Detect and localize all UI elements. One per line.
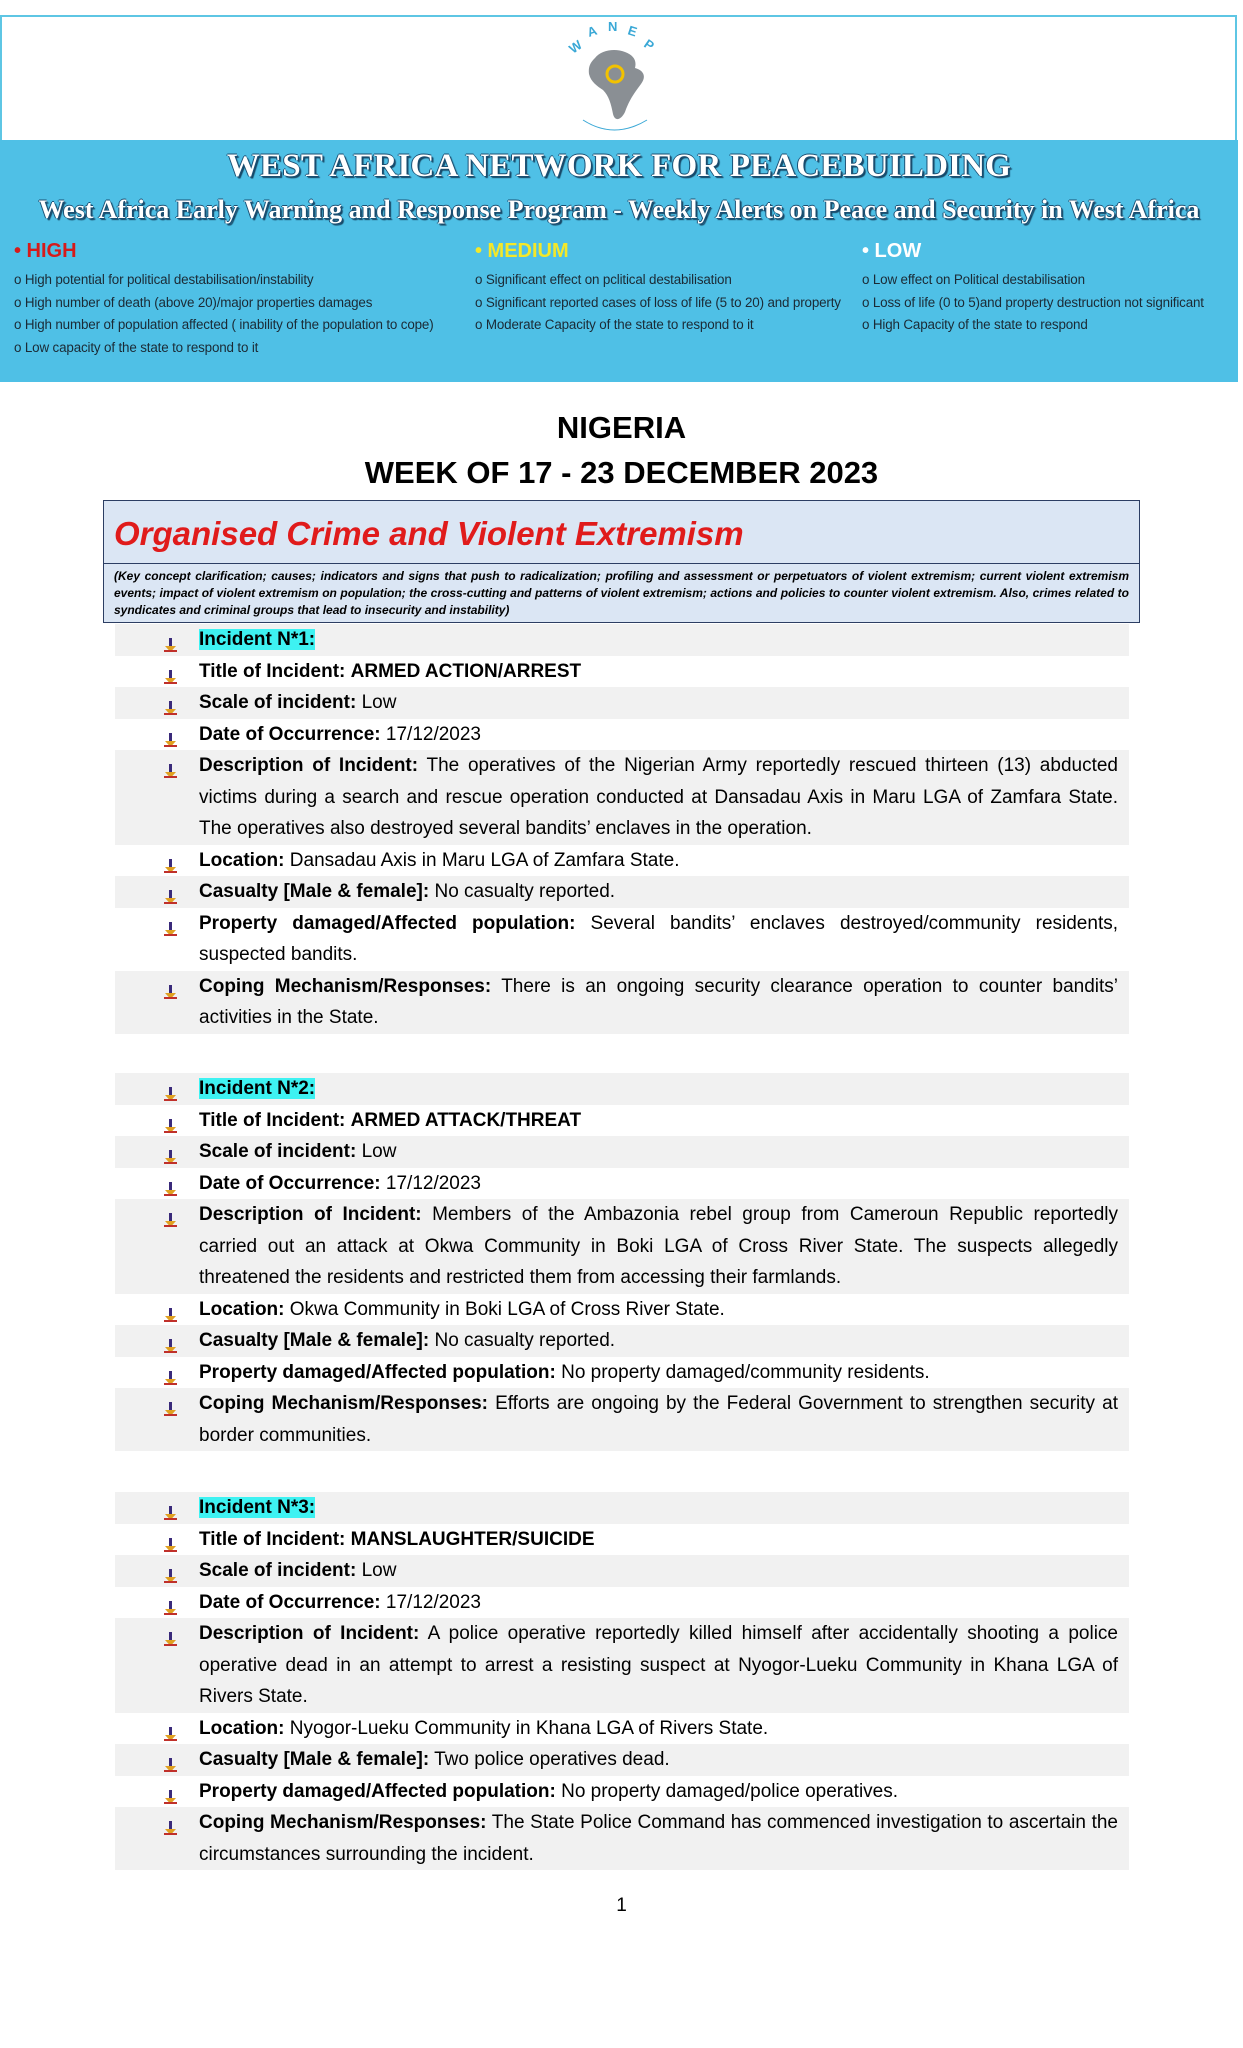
bullet-icon — [162, 1721, 178, 1737]
incident-field-row — [115, 971, 1129, 1034]
field-label: Location: — [199, 1717, 285, 1739]
section-box — [103, 500, 1140, 623]
bullet-icon — [162, 1302, 178, 1318]
field-label: Property damaged/Affected population: — [199, 1780, 556, 1802]
incident-field-row — [115, 719, 1129, 751]
wanep-logo — [563, 20, 665, 138]
section-divider — [104, 563, 1139, 564]
bullet-icon — [162, 853, 178, 869]
level-low-item: o High Capacity of the state to respond — [862, 317, 1088, 332]
level-medium-item: o Significant effect on pclitical destabilisation — [475, 272, 732, 287]
field-value: Low — [361, 1560, 397, 1581]
header-banner — [0, 140, 1238, 382]
svg-text:W: W — [566, 37, 585, 57]
field-label: Location: — [199, 1298, 285, 1320]
incident-heading: Incident N*2: — [199, 1078, 316, 1099]
field-value: 17/12/2023 — [385, 1591, 481, 1613]
incident-field-row — [115, 1776, 1129, 1808]
incident-field-row — [115, 656, 1129, 688]
field-label: Location: — [199, 849, 285, 871]
field-value: ARMED ATTACK/THREAT — [350, 1109, 582, 1131]
field-label: Scale of incident: — [199, 692, 357, 713]
field-value: MANSLAUGHTER/SUICIDE — [350, 1528, 595, 1550]
field-value: No casualty reported. — [434, 1330, 616, 1351]
bullet-icon — [162, 1113, 178, 1129]
field-label: Scale of incident: — [199, 1560, 357, 1581]
field-value: Low — [361, 1141, 397, 1162]
field-label: Property damaged/Affected population: — [199, 1361, 556, 1383]
incident-heading-row — [115, 1492, 1129, 1524]
incident-field-row — [115, 750, 1129, 845]
incident-field-row — [115, 1587, 1129, 1619]
week-title: WEEK OF 17 - 23 DECEMBER 2023 — [364, 455, 879, 490]
bullet-icon — [162, 1784, 178, 1800]
field-label: Property damaged/Affected population: — [199, 912, 576, 934]
bullet-icon — [162, 1500, 178, 1516]
field-value: No property damaged/police operatives. — [561, 1780, 899, 1802]
svg-text:P: P — [641, 36, 657, 54]
field-value: No property damaged/community residents. — [561, 1361, 930, 1383]
bullet-icon — [162, 1365, 178, 1381]
level-low-item: o Low effect on Political destabilisation — [862, 272, 1085, 287]
field-label: Description of Incident: — [199, 1623, 420, 1644]
level-medium-label: • MEDIUM — [475, 240, 569, 262]
incident-field-row — [115, 845, 1129, 877]
field-label: Date of Occurrence: — [199, 1591, 381, 1613]
incident-heading: Incident N*3: — [199, 1497, 316, 1518]
incident-field-row — [115, 1713, 1129, 1745]
field-value: ARMED ACTION/ARREST — [350, 660, 582, 682]
bullet-icon — [162, 632, 178, 648]
field-label: Casualty [Male & female]: — [199, 1330, 430, 1351]
incident-field-row — [115, 1618, 1129, 1713]
field-value: Dansadau Axis in Maru LGA of Zamfara State. — [289, 849, 680, 871]
field-value: No casualty reported. — [434, 881, 616, 902]
bullet-icon — [162, 1081, 178, 1097]
incident-field-row — [115, 1105, 1129, 1137]
field-value: Two police operatives dead. — [434, 1749, 670, 1770]
bullet-icon — [162, 1396, 178, 1412]
incident-field-row — [115, 1168, 1129, 1200]
section-description: (Key concept clarification; causes; indicators and signs that push to radicalization; profiling and assessment or perpetuators of violent extremism; current violent extremism events; impact of violent extremism on population; the cross-cutting and patterns of violent extremism; actions and policies to counter violent extremism. Also, crimes related to syndicates and criminal groups that lead to insecurity and instability) — [114, 569, 1129, 617]
level-high-item: o Low capacity of the state to respond to it — [14, 339, 259, 355]
level-high-item: o High potential for political destabilisation/instability — [14, 272, 314, 287]
field-value: 17/12/2023 — [385, 723, 481, 745]
incident-field-row — [115, 1325, 1129, 1357]
incident-block — [115, 624, 1129, 1034]
bullet-icon — [162, 1532, 178, 1548]
field-label: Scale of incident: — [199, 1141, 357, 1162]
country-title: NIGERIA — [556, 410, 687, 445]
org-title: WEST AFRICA NETWORK FOR PEACEBUILDING — [226, 148, 1012, 184]
incident-field-row — [115, 1388, 1129, 1451]
level-high-label: • HIGH — [14, 240, 77, 262]
bullet-icon — [162, 1563, 178, 1579]
level-low — [862, 240, 1204, 337]
svg-text:E: E — [626, 22, 639, 40]
field-value: 17/12/2023 — [385, 1172, 481, 1194]
bullet-icon — [162, 727, 178, 743]
field-value: There is an ongoing security clearance operation to counter bandits’ activities in the State. — [199, 975, 1119, 1028]
field-value: The State Police Command has commenced investigation to ascertain the circumstances surrounding the incident. — [199, 1812, 1118, 1865]
incident-heading-row — [115, 1073, 1129, 1105]
bullet-icon — [162, 884, 178, 900]
field-label: Coping Mechanism/Responses: — [199, 1812, 487, 1833]
bullet-icon — [162, 1752, 178, 1768]
field-value: Okwa Community in Boki LGA of Cross River State. — [289, 1298, 725, 1320]
field-value: The operatives of the Nigerian Army reportedly rescued thirteen (13) abducted victims during a search and rescue operation conducted at Dansadau Axis in Maru LGA of Zamfara State. The operatives also destroyed several bandits’ enclaves in the operation. — [199, 755, 1118, 839]
bullet-icon — [162, 1176, 178, 1192]
bullet-icon — [162, 916, 178, 932]
bullet-icon — [162, 1626, 178, 1642]
section-title: Organised Crime and Violent Extremism — [114, 515, 744, 552]
field-label: Description of Incident: — [199, 1204, 422, 1225]
svg-text:N: N — [608, 20, 618, 34]
incident-block — [115, 1073, 1129, 1451]
level-high-item: o High number of death (above 20)/major properties damages — [14, 294, 373, 310]
bullet-icon — [162, 1207, 178, 1223]
incident-field-row — [115, 1555, 1129, 1587]
level-medium-item: o Moderate Capacity of the state to respond to it — [475, 317, 754, 332]
level-low-label: • LOW — [862, 240, 922, 262]
svg-text:A: A — [585, 22, 599, 40]
incident-field-row — [115, 687, 1129, 719]
level-high-item: o High number of population affected ( inability of the population to cope) — [14, 317, 434, 332]
field-label: Title of Incident: — [199, 660, 346, 682]
incident-field-row — [115, 1744, 1129, 1776]
incident-heading: Incident N*1: — [199, 629, 316, 650]
field-value: A police operative reportedly killed himself after accidentally shooting a police operative dead in an attempt to arrest a resisting suspect at Nyogor-Lueku Community in Khana LGA of Rivers State. — [199, 1623, 1118, 1707]
field-label: Title of Incident: — [199, 1109, 346, 1131]
field-label: Date of Occurrence: — [199, 723, 381, 745]
incident-field-row — [115, 1807, 1129, 1870]
program-subtitle: West Africa Early Warning and Response Program - Weekly Alerts on Peace and Security in West Africa — [38, 195, 1200, 224]
bullet-icon — [162, 1144, 178, 1160]
bullet-icon — [162, 1595, 178, 1611]
incident-heading-row — [115, 624, 1129, 656]
bullet-icon — [162, 1333, 178, 1349]
field-label: Description of Incident: — [199, 755, 419, 776]
bullet-icon — [162, 664, 178, 680]
incident-field-row — [115, 1136, 1129, 1168]
field-label: Casualty [Male & female]: — [199, 881, 430, 902]
incident-field-row — [115, 1524, 1129, 1556]
field-label: Title of Incident: — [199, 1528, 346, 1550]
field-label: Date of Occurrence: — [199, 1172, 381, 1194]
incident-field-row — [115, 876, 1129, 908]
bullet-icon — [162, 758, 178, 774]
bullet-icon — [162, 1815, 178, 1831]
field-label: Casualty [Male & female]: — [199, 1749, 430, 1770]
bullet-icon — [162, 979, 178, 995]
page-number: 1 — [616, 1895, 627, 1916]
field-value: Nyogor-Lueku Community in Khana LGA of Rivers State. — [289, 1717, 769, 1739]
field-value: Several bandits’ enclaves destroyed/community residents, suspected bandits. — [199, 912, 1118, 965]
bullet-icon — [162, 695, 178, 711]
field-value: Members of the Ambazonia rebel group from Cameroun Republic reportedly carried out an attack at Okwa Community in Boki LGA of Cross River State. The suspects allegedly threatened the residents and restricted them from accessing their farmlands. — [199, 1204, 1118, 1288]
incident-block — [115, 1492, 1129, 1870]
level-medium — [475, 240, 841, 337]
incident-field-row — [115, 1294, 1129, 1326]
field-label: Coping Mechanism/Responses: — [199, 975, 492, 997]
incident-field-row — [115, 1199, 1129, 1294]
field-label: Coping Mechanism/Responses: — [199, 1393, 488, 1414]
field-value: Low — [361, 692, 397, 713]
level-high — [14, 240, 434, 359]
incident-field-row — [115, 908, 1129, 971]
level-low-item: o Loss of life (0 to 5)and property destruction not significant — [862, 294, 1204, 310]
incident-field-row — [115, 1357, 1129, 1389]
level-medium-item: o Significant reported cases of loss of life (5 to 20) and property — [475, 294, 841, 310]
field-value: Efforts are ongoing by the Federal Government to strengthen security at border communities. — [199, 1393, 1118, 1446]
